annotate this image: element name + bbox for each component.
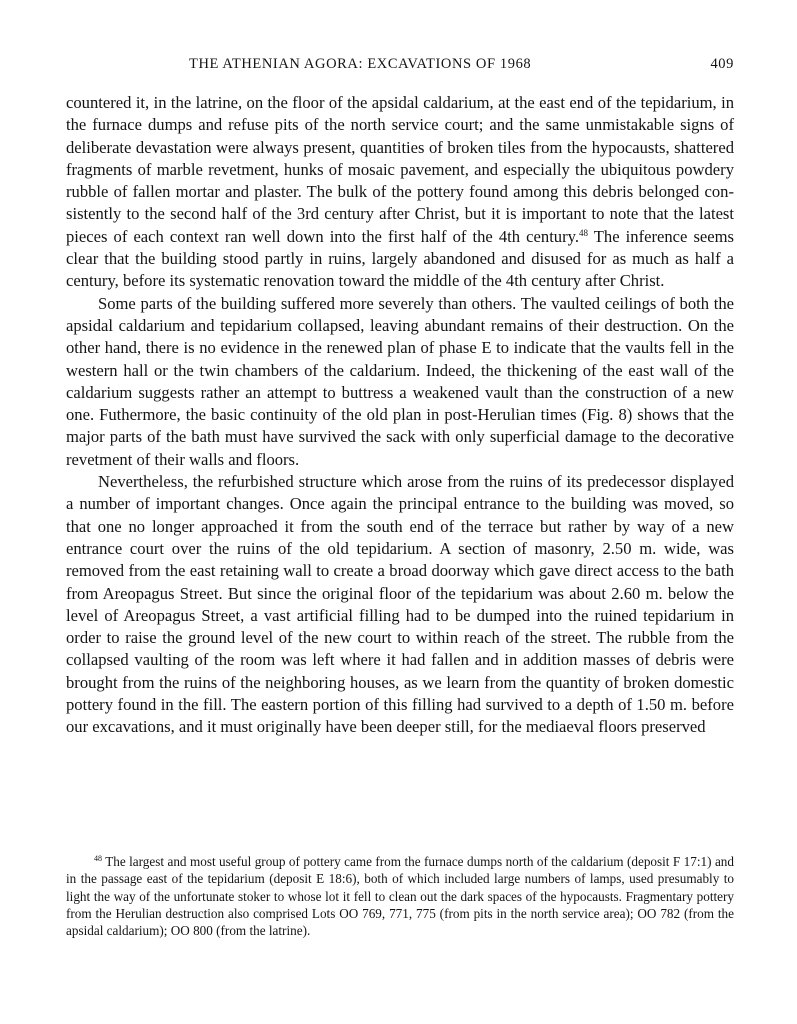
page-number: 409 bbox=[710, 56, 734, 72]
footnote-48 bbox=[66, 853, 734, 939]
paragraph-1-text-b: The inference seems clear that the building stood partly in ruins, largely abandoned and disused for as much as half a century, before its systematic renovation toward the middle of the 4th century after Christ. bbox=[66, 226, 735, 291]
running-head bbox=[64, 56, 734, 78]
paragraph-2: Some parts of the building suffered more severely than others. The vaulted ceilings of both the apsidal caldarium and tepidarium collapsed, leaving abundant remains of their destruction. On the other hand, there is no evidence in the renewed plan of phase E to indicate that the vaults fell in the western hall or the twin chambers of the caldarium. Indeed, the thickening of the east wall of the caldarium suggests rather an attempt to buttress a weakened vault than the construction of a new one. Futhermore, the basic continuity of the old plan in post-Herulian times (Fig. 8) shows that the major parts of the bath must have survived the sack with only superficial damage to the decorative revetment of their walls and floors. bbox=[66, 293, 734, 469]
running-title: THE ATHENIAN AGORA: EXCAVATIONS OF 1968 bbox=[189, 56, 532, 72]
footnote-reference: 48 bbox=[579, 227, 588, 238]
paragraph-3: Nevertheless, the refurbished structure which arose from the ruins of its predecessor displayed a number of important changes. Once again the principal entrance to the building was moved, so that one no longer approached it from the south end of the terrace but rather by way of a new entrance court over the ruins of the old tepidarium. A section of masonry, 2.50 m. wide, was removed from the east retaining wall to create a broad doorway which gave direct access to the bath from Areopagus Street. But since the original floor of the tepidarium was about 2.60 m. below the level of Areopagus Street, a vast artificial filling had to be dumped into the ruined tepidarium in order to raise the ground level of the new court to within reach of the street. The rubble from the collapsed vaulting of the room was left where it had fallen and in addition masses of debris were brought from the ruins of the neighboring houses, as we learn from the quantity of broken domestic pottery found in the fill. The eastern portion of this filling had survived to a depth of 1.50 m. before our excavations, and it must originally have been deeper still, for the mediaeval floors preserved bbox=[66, 472, 734, 737]
paragraph-1-text-a: countered it, in the latrine, on the floor of the apsidal caldarium, at the east end of the tepidarium, in the furnace dumps and refuse pits of the north service court; and the same unmistakable signs of deliberate devastation were always present, quantities of broken tiles from the hypocausts, shattered fragments of marble revetment, hunks of mosaic pavement, and especially the ubiquitous powdery rubble of fallen mortar and plaster. The bulk of the pottery found among this debris belonged consistently to the second half of the 3rd century after Christ, but it is important to note that the latest pieces of each context ran well down into the first half of the 4th century. bbox=[66, 93, 734, 246]
footnote-number: 48 bbox=[94, 854, 102, 863]
paragraph-1 bbox=[66, 92, 734, 293]
footnote bbox=[66, 853, 734, 939]
footnote-text: The largest and most useful group of pottery came from the furnace dumps north of the caldarium (deposit F 17:1) and in the passage east of the tepidarium (deposit E 18:6), both of which included large numbers of lamps, used presumably to light the way of the unfortunate stoker to whose lot it fell to clean out the dark spaces of the hypocausts. Fragmentary pottery from the Herulian destruction also comprised Lots OO 769, 771, 775 (from pits in the north service area); OO 782 (from the apsidal caldarium); OO 800 (from the latrine). bbox=[66, 854, 734, 939]
body-text bbox=[66, 92, 734, 739]
